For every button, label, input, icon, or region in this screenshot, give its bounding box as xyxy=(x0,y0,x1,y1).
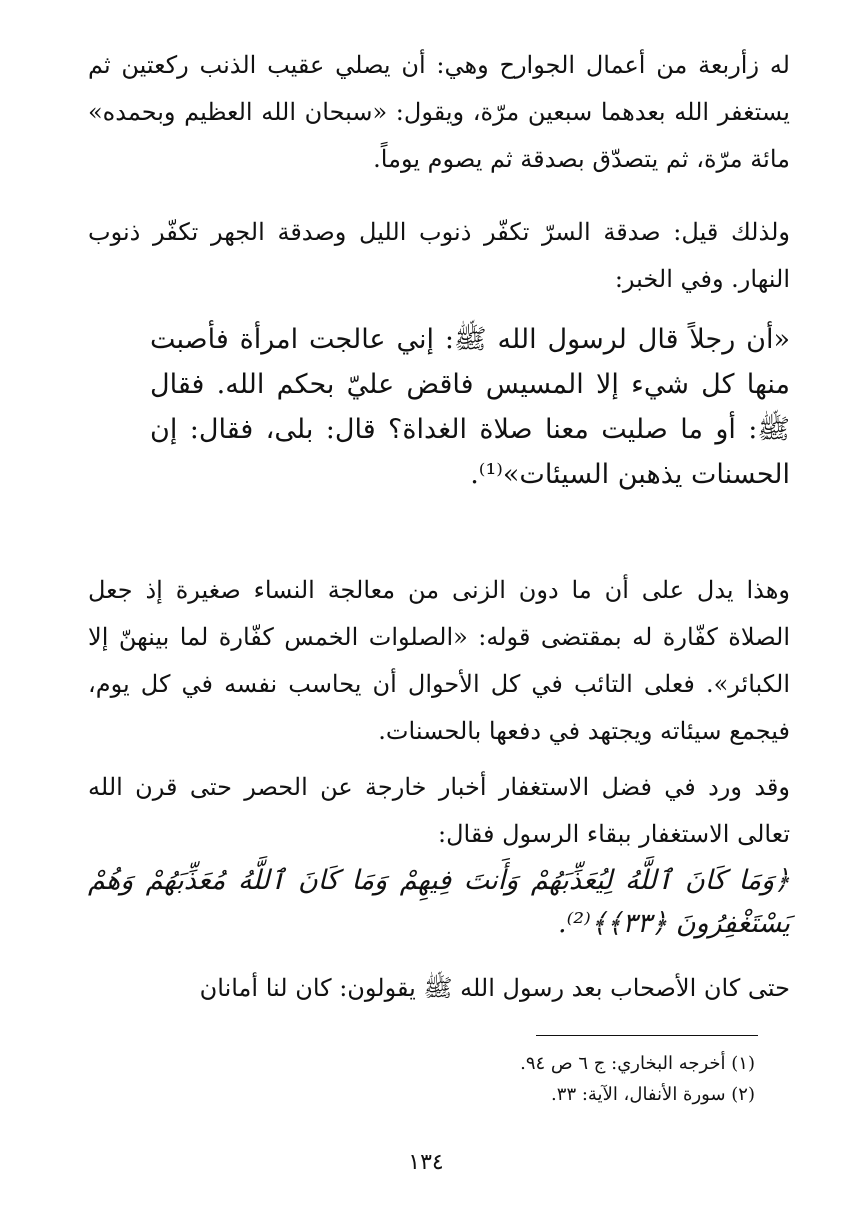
paragraph-prayer-expiation: وهذا يدل على أن ما دون الزنى من معالجة النساء صغيرة إذ جعل الصلاة كفّارة له بمقتضى قوله: «الصلوات الخمس كفّارة لما بينهنّ إلا الكبائر». فعلى التائب في كل الأحوال أن يحاسب نفسه في كل يوم، فيجمع سيئاته ويجتهد في دفعها بالحسنات. xyxy=(88,576,790,745)
hadith-quote: «أن رجلاً قال لرسول الله ﷺ: إني عالجت امرأة فأصبت منها كل شيء إلا المسيس فاقض عليّ بحكم الله. فقال ﷺ: أو ما صليت معنا صلاة الغداة؟ قال: بلى، فقال: إن الحسنات يذهبن السيئات»⁽¹⁾. xyxy=(150,324,791,490)
paragraph-istighfar: وقد ورد في فضل الاستغفار أخبار خارجة عن الحصر حتى قرن الله تعالى الاستغفار ببقاء الرسول فقال: xyxy=(88,773,790,848)
footnote-1: (١) أخرجه البخاري: ج ٦ ص ٩٤. xyxy=(520,1053,755,1074)
footnote-separator xyxy=(536,1035,758,1036)
paragraph-repentance-acts: له زأربعة من أعمال الجوارح وهي: أن يصلي عقيب الذنب ركعتين ثم يستغفر الله بعدهما سبعين مرّة، ويقول: «سبحان الله العظيم وبحمده» مائة مرّة، ثم يتصدّق بصدقة ثم يصوم يوماً. xyxy=(88,51,790,173)
page-number: ١٣٤ xyxy=(408,1150,444,1175)
quran-verse: ﴿وَمَا كَانَ ٱللَّهُ لِيُعَذِّبَهُمْ وَأَنتَ فِيهِمْ وَمَا كَانَ ٱللَّهُ مُعَذِّبَهُمْ وَهُمْ يَسْتَغْفِرُونَ ﴿٣٣﴾﴾⁽²⁾. xyxy=(88,865,790,939)
paragraph-charity-saying: ولذلك قيل: صدقة السرّ تكفّر ذنوب الليل وصدقة الجهر تكفّر ذنوب النهار. وفي الخبر: xyxy=(88,218,790,293)
footnote-2: (٢) سورة الأنفال، الآية: ٣٣. xyxy=(551,1084,755,1105)
paragraph-companions: حتى كان الأصحاب بعد رسول الله ﷺ يقولون: كان لنا أمانان xyxy=(199,974,790,1002)
